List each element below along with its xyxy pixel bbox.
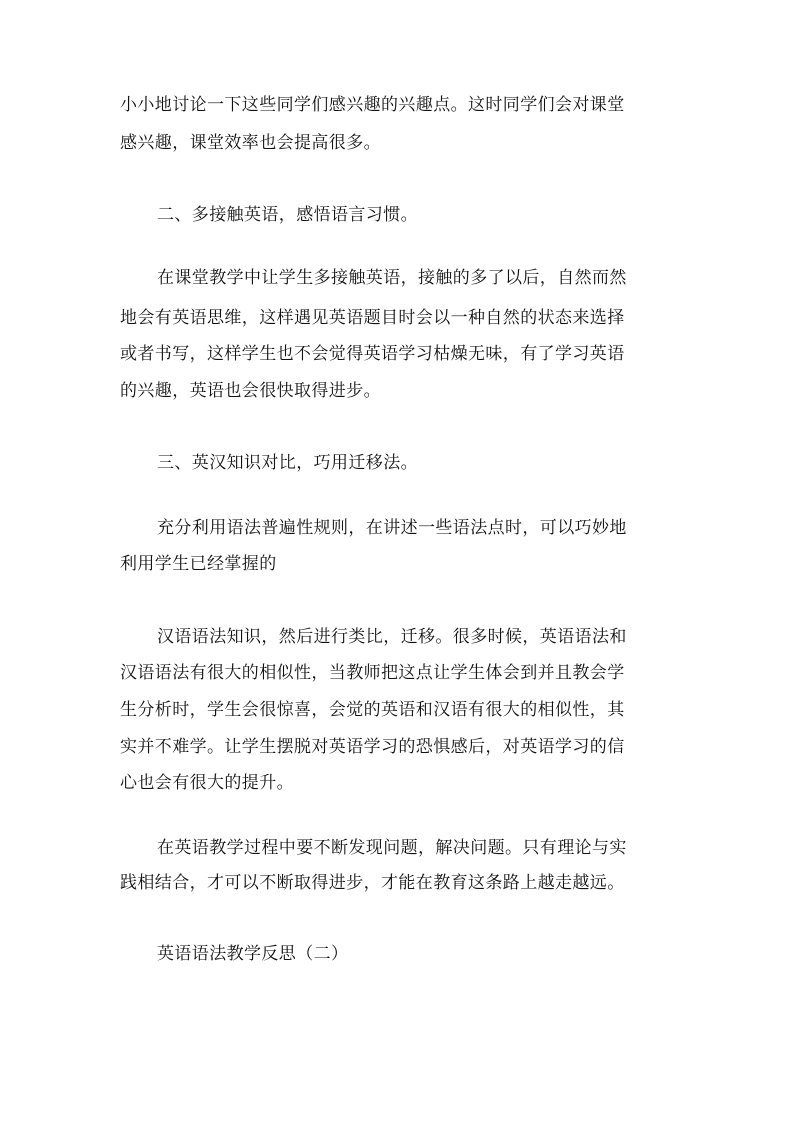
paragraph-line: 汉语语法有很大的相似性，当教师把这点让学生体会到并且教会学 <box>120 663 625 683</box>
paragraph-line: 利用学生已经掌握的 <box>120 554 277 574</box>
section-heading: 二、多接触英语，感悟语言习惯。 <box>157 205 418 225</box>
section-heading: 英语语法教学反思（二） <box>157 944 349 964</box>
paragraph-line: 心也会有很大的提升。 <box>120 773 294 793</box>
paragraph-line: 生分析时，学生会很惊喜，会觉的英语和汉语有很大的相似性，其 <box>120 700 625 720</box>
paragraph-line: 在课堂教学中让学生多接触英语，接触的多了以后，自然而然 <box>157 268 627 288</box>
paragraph-line: 在英语教学过程中要不断发现问题，解决问题。只有理论与实 <box>157 838 627 858</box>
paragraph-line: 的兴趣，英语也会很快取得进步。 <box>120 381 381 401</box>
paragraph-line: 汉语语法知识，然后进行类比，迁移。很多时候，英语语法和 <box>157 627 627 647</box>
section-heading: 三、英汉知识对比，巧用迁移法。 <box>157 453 418 473</box>
paragraph-line: 小小地讨论一下这些同学们感兴趣的兴趣点。这时同学们会对课堂 <box>120 95 625 115</box>
paragraph-line: 实并不难学。让学生摆脱对英语学习的恐惧感后，对英语学习的信 <box>120 737 625 757</box>
paragraph-line: 或者书写，这样学生也不会觉得英语学习枯燥无味，有了学习英语 <box>120 344 625 364</box>
paragraph-line: 践相结合，才可以不断取得进步，才能在教育这条路上越走越远。 <box>120 873 625 893</box>
paragraph-line: 感兴趣，课堂效率也会提高很多。 <box>120 133 381 153</box>
paragraph-line: 地会有英语思维，这样遇见英语题目时会以一种自然的状态来选择 <box>120 308 625 328</box>
paragraph-line: 充分利用语法普遍性规则，在讲述一些语法点时，可以巧妙地 <box>157 518 627 538</box>
